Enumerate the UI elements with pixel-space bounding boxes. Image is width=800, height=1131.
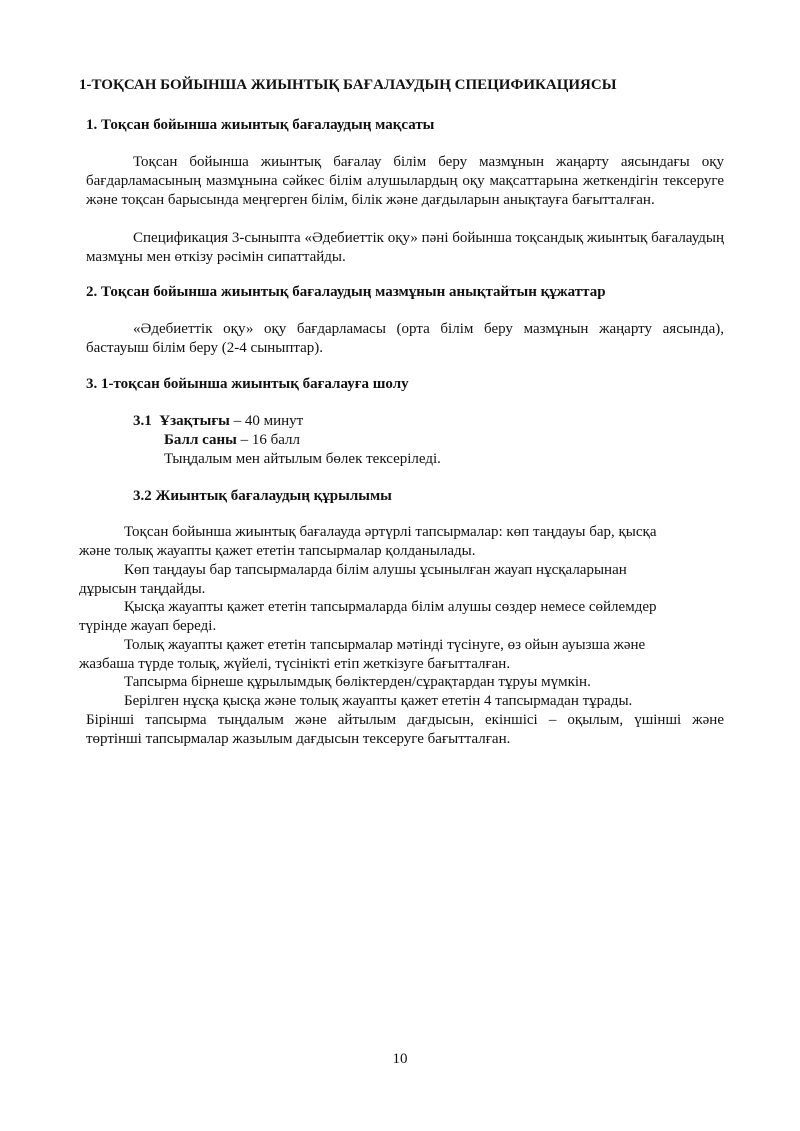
section-3-heading: 3. 1-тоқсан бойынша жиынтық бағалауға шолу (86, 376, 409, 392)
structure-line: Көп таңдауы бар тапсырмаларда білім алушы ұсынылған жауап нұсқаларынан (124, 562, 627, 578)
subsection-3-1-note: Тыңдалым мен айтылым бөлек тексеріледі. (164, 451, 441, 467)
structure-line: түрінде жауап береді. (79, 618, 217, 634)
score-value: – 16 балл (236, 432, 300, 448)
structure-line: Бірінші тапсырма тыңдалым және айтылым дағдысын, екіншісі – оқылым, үшінші және (86, 712, 724, 728)
structure-line: Толық жауапты қажет ететін тапсырмалар мәтінді түсінуге, өз ойын ауызша және (124, 637, 646, 653)
structure-line: Тапсырма бірнеше құрылымдық бөліктерден/сұрақтардан тұруы мүмкін. (124, 674, 591, 690)
structure-line: Тоқсан бойынша жиынтық бағалауда әртүрлі тапсырмалар: көп таңдауы бар, қысқа (124, 524, 657, 540)
subsection-3-1-score (164, 431, 300, 450)
page-number: 10 (392, 1051, 408, 1067)
score-label: Балл саны (164, 432, 237, 448)
section-1-paragraph-2: Спецификация 3-сыныпта «Әдебиеттік оқу» пәні бойынша тоқсандық жиынтық бағалаудың мазмұны мен өткізу рәсімін сипаттайды. (86, 230, 724, 265)
structure-line: және толық жауапты қажет ететін тапсырмалар қолданылады. (79, 543, 476, 559)
duration-value: – 40 минут (229, 413, 304, 429)
section-2-heading: 2. Тоқсан бойынша жиынтық бағалаудың мазмұнын анықтайтын құжаттар (86, 284, 606, 300)
structure-line: дұрысын таңдайды. (79, 581, 206, 597)
subsection-3-1-duration (133, 412, 303, 431)
structure-line: төртінші тапсырмалар жазылым дағдысын тексеруге бағытталған. (86, 731, 511, 747)
section-2-paragraph-1: «Әдебиеттік оқу» оқу бағдарламасы (орта білім беру мазмұнын жаңарту аясында), бастауыш білім беру (2-4 сыныптар). (86, 321, 724, 356)
structure-line: жазбаша түрде толық, жүйелі, түсінікті етіп жеткізуге бағытталған. (79, 656, 511, 672)
section-1-heading: 1. Тоқсан бойынша жиынтық бағалаудың мақсаты (86, 117, 435, 133)
document-title: 1-ТОҚСАН БОЙЫНША ЖИЫНТЫҚ БАҒАЛАУДЫҢ СПЕЦИФИКАЦИЯСЫ (79, 77, 617, 93)
subsection-3-1-number: 3.1 (133, 413, 152, 429)
subsection-3-2-heading: 3.2 Жиынтық бағалаудың құрылымы (133, 488, 392, 504)
structure-line: Берілген нұсқа қысқа және толық жауапты қажет ететін 4 тапсырмадан тұрады. (124, 693, 633, 709)
section-1-paragraph-1: Тоқсан бойынша жиынтық бағалау білім беру мазмұнын жаңарту аясындағы оқу бағдарламасының мазмұнына сәйкес білім алушылардың оқу мақсаттарына жеткендігін тексеруге және тоқсан барысында меңгерген білім, білік және дағдыларын анықтауға бағытталған. (86, 154, 724, 208)
duration-label: Ұзақтығы (159, 413, 230, 429)
structure-line: Қысқа жауапты қажет ететін тапсырмаларда білім алушы сөздер немесе сөйлемдер (124, 599, 657, 615)
